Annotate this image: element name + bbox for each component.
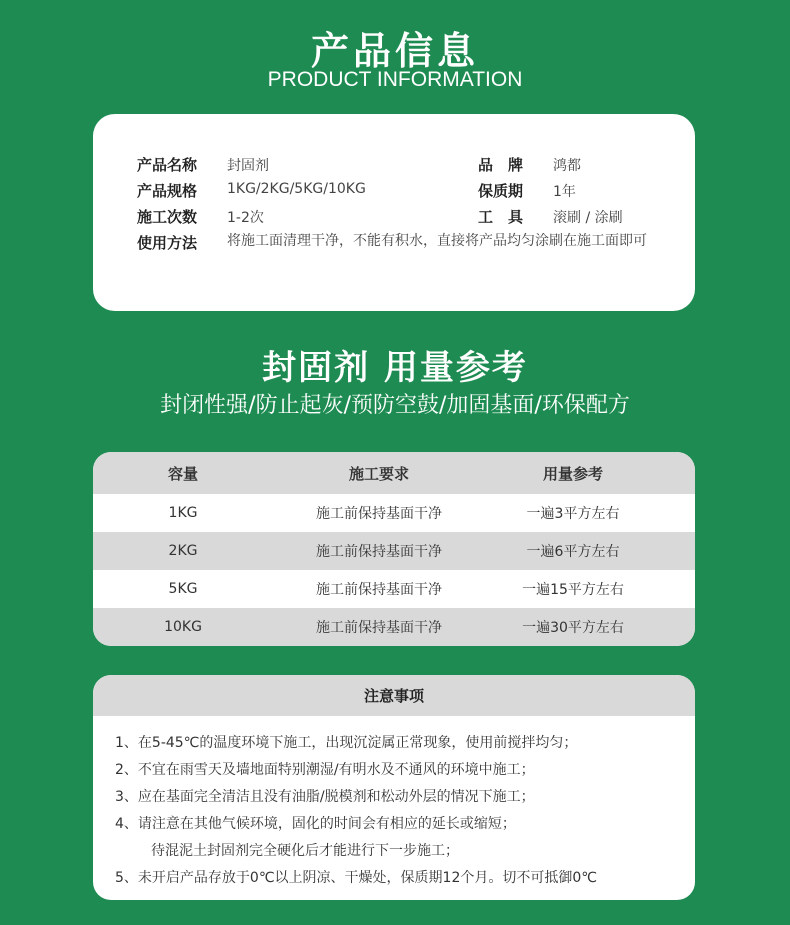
table-row bbox=[93, 494, 695, 532]
usage-label: 使用方法 bbox=[137, 234, 198, 252]
table-cell-usage: 一遍30平方左右 bbox=[522, 620, 624, 636]
table-cell-requirement: 施工前保持基面干净 bbox=[316, 620, 442, 636]
note-item: 4、请注意在其他气候环境，固化的时间会有相应的延长或缩短； bbox=[115, 816, 516, 832]
note-item: 待混泥土封固剂完全硬化后才能进行下一步施工； bbox=[151, 843, 459, 859]
table-cell-requirement: 施工前保持基面干净 bbox=[316, 582, 442, 598]
spec-value: 1KG/2KG/5KG/10KG bbox=[227, 181, 366, 197]
product-info-card bbox=[93, 114, 695, 311]
usage-value: 将施工面清理干净，不能有积水，直接将产品均匀涂刷在施工面即可 bbox=[227, 233, 647, 249]
notes-card bbox=[93, 675, 695, 900]
shelf-life-value: 1年 bbox=[553, 184, 576, 200]
table-cell-usage: 一遍6平方左右 bbox=[526, 544, 620, 560]
note-item: 2、不宜在雨雪天及墙地面特别潮湿/有明水及不通风的环境中施工； bbox=[115, 762, 535, 778]
table-cell-capacity: 1KG bbox=[168, 505, 198, 521]
shelf-life-label: 保质期 bbox=[478, 182, 524, 200]
table-row bbox=[93, 608, 695, 646]
page-title: 产品信息 bbox=[310, 29, 479, 73]
tool-value: 滚刷 / 涂刷 bbox=[553, 210, 623, 226]
table-cell-capacity: 5KG bbox=[168, 581, 198, 597]
table-header-capacity: 容量 bbox=[167, 464, 198, 483]
notes-title: 注意事项 bbox=[93, 675, 695, 716]
table-cell-requirement: 施工前保持基面干净 bbox=[316, 544, 442, 560]
table-cell-usage: 一遍3平方左右 bbox=[526, 506, 620, 522]
name-value: 封固剂 bbox=[227, 158, 269, 174]
page-subtitle-en: PRODUCT INFORMATION bbox=[267, 68, 523, 91]
brand-value: 鸿都 bbox=[553, 158, 581, 174]
times-value: 1-2次 bbox=[227, 210, 264, 226]
table-cell-requirement: 施工前保持基面干净 bbox=[316, 506, 442, 522]
spec-label: 产品规格 bbox=[137, 182, 198, 200]
times-label: 施工次数 bbox=[137, 208, 198, 226]
table-header-usage: 用量参考 bbox=[542, 464, 603, 483]
tool-label: 工 具 bbox=[478, 208, 524, 226]
table-cell-capacity: 2KG bbox=[168, 543, 198, 559]
note-item: 3、应在基面完全清洁且没有油脂/脱模剂和松动外层的情况下施工； bbox=[115, 789, 535, 805]
usage-section-title: 封固剂 用量参考 bbox=[262, 348, 528, 388]
table-cell-capacity: 10KG bbox=[164, 619, 202, 635]
table-row bbox=[93, 532, 695, 570]
table-row bbox=[93, 570, 695, 608]
usage-section-subtitle: 封闭性强/防止起灰/预防空鼓/加固基面/环保配方 bbox=[160, 393, 630, 418]
brand-label: 品 牌 bbox=[478, 156, 524, 174]
table-header-requirement: 施工要求 bbox=[348, 464, 409, 483]
note-item: 1、在5-45℃的温度环境下施工，出现沉淀属正常现象，使用前搅拌均匀； bbox=[115, 735, 578, 751]
name-label: 产品名称 bbox=[137, 156, 198, 174]
usage-table bbox=[93, 452, 695, 646]
note-item: 5、未开启产品存放于0℃以上阴凉、干燥处，保质期12个月。切不可抵御0℃ bbox=[115, 870, 597, 886]
table-header-row bbox=[93, 452, 695, 494]
table-cell-usage: 一遍15平方左右 bbox=[522, 582, 624, 598]
